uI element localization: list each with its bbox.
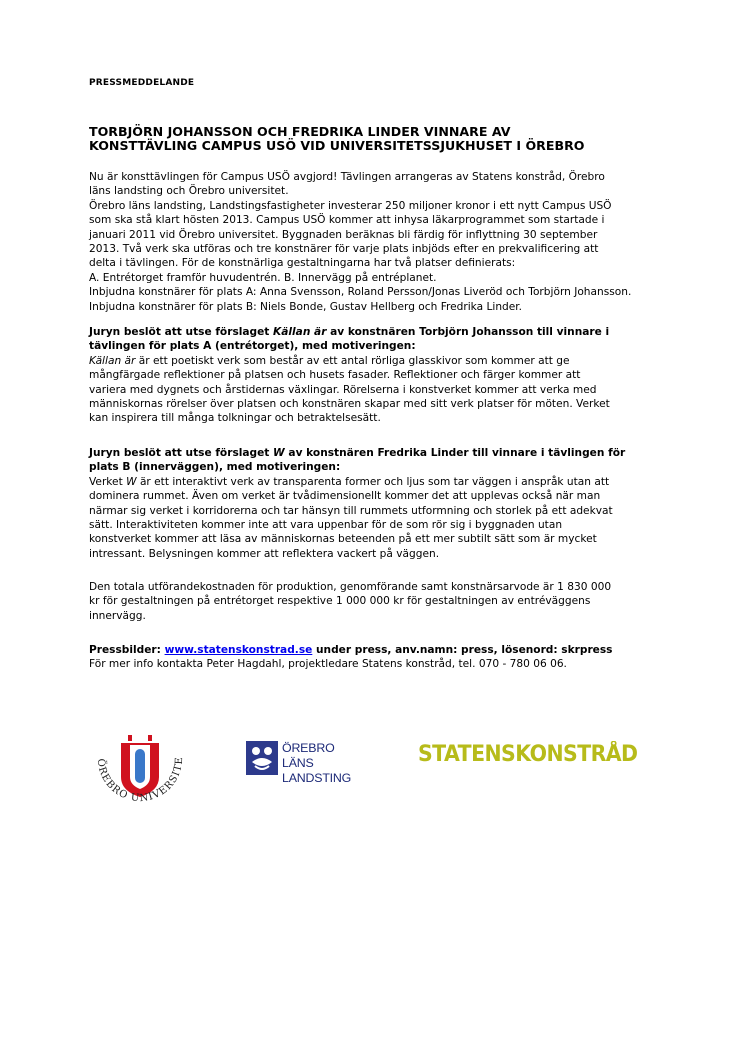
press-images-line xyxy=(89,643,689,657)
statens-konstrad-wordmark: STATENSKONSTRÅD xyxy=(418,742,638,767)
text-line: Inbjudna konstnärer för plats B: Niels Bonde, Gustav Hellberg och Fredrika Linder. xyxy=(89,300,523,313)
orebro-lans-landsting-logo xyxy=(246,741,366,785)
landsting-emblem-icon xyxy=(246,741,278,775)
page-title xyxy=(89,124,669,153)
text-line: Den totala utförandekostnaden för produktion, genomförande samt konstnärsarvode är 1 830 000 xyxy=(89,581,612,593)
logo-arc-text: ÖREBRO UNIVERSITE xyxy=(94,756,186,805)
press-suffix: under press, anv.namn: press, lösenord: skrpress xyxy=(312,644,613,656)
heading-text: av konstnären Fredrika Linder till vinnare i tävlingen för xyxy=(284,447,626,459)
heading-text: Juryn beslöt att utse förslaget xyxy=(89,447,274,459)
section-b-heading-line2: plats B (innerväggen), med motiveringen: xyxy=(89,461,341,474)
body-text: är ett poetiskt verk som består av ett antal rörliga glasskivor som kommer att ge xyxy=(135,354,570,367)
text-line: variera med dygnets och årstidernas växlingar. Rörelserna i konstverket kommer att verka med xyxy=(89,383,597,396)
text-line: sätt. Interaktiviteten kommer inte att vara uppenbar för de som rör sig i byggnaden utan xyxy=(89,518,563,531)
text-line: Inbjudna konstnärer för plats A: Anna Svensson, Roland Persson/Jonas Liveröd och Torbjörn Johansson. xyxy=(89,286,632,299)
orebro-universitet-logo xyxy=(84,733,196,825)
section-b-heading xyxy=(89,446,689,460)
intro-paragraph xyxy=(89,170,689,314)
text-line: mångfärgade reflektioner på platsen och husets fasader. Reflektioner och färger kommer att xyxy=(89,369,581,382)
body-text: är ett interaktivt verk av transparenta former och ljus som tar väggen i anspråk utan att xyxy=(136,475,610,488)
contact-line: För mer info kontakta Peter Hagdahl, projektledare Statens konstråd, tel. 070 - 780 06 06. xyxy=(89,658,567,671)
work-title: W xyxy=(273,447,285,459)
text-line: intressant. Belysningen kommer att reflektera vackert på väggen. xyxy=(89,547,440,560)
section-a-heading-line2: tävlingen för plats A (entrétorget), med motiveringen: xyxy=(89,340,416,353)
section-a-heading xyxy=(89,325,689,339)
text-line: 2013. Två verk ska utföras och tre konstnärer för varje plats inbjöds efter en prekvalificering att xyxy=(89,242,599,255)
text-line: A. Entrétorget framför huvudentrén. B. Innervägg på entréplanet. xyxy=(89,271,437,284)
text-line: Nu är konsttävlingen för Campus USÖ avgjord! Tävlingen arrangeras av Statens konstråd, Örebro xyxy=(89,171,605,183)
work-title: Källan är xyxy=(273,326,327,338)
university-seal-icon xyxy=(84,733,196,825)
text-line: januari 2011 vid Örebro universitet. Byggnaden beräknas bli färdig för inflyttning 30 september xyxy=(89,228,598,241)
press-prefix: Pressbilder: xyxy=(89,644,165,656)
press-link[interactable]: www.statenskonstrad.se xyxy=(164,644,313,656)
text-line: kr för gestaltningen på entrétorget respektive 1 000 000 kr för gestaltningen av entréväggens xyxy=(89,595,591,608)
text-line: dominera rummet. Även om verket är tvådimensionellt kommer det att upplevas också när man xyxy=(89,490,601,503)
text-line: närmar sig verket i korridorerna och tar hänsyn till rummets utformning och storlek på ett adekvat xyxy=(89,504,613,517)
text-line: som ska stå klart hösten 2013. Campus USÖ kommer att inhysa läkarprogrammet som startade i xyxy=(89,214,605,227)
text-line xyxy=(89,354,689,368)
text-line: delta i tävlingen. För de konstnärliga gestaltningarna har två platser definierats: xyxy=(89,257,516,270)
body-text: Verket xyxy=(89,475,127,488)
text-line: människornas rörelser över platsen och konstnären skapar med sitt verk platser för möten. Verket xyxy=(89,397,610,410)
landsting-name xyxy=(282,741,366,786)
title-line: KONSTTÄVLING CAMPUS USÖ VID UNIVERSITETSSJUKHUSET I ÖREBRO xyxy=(89,138,585,154)
heading-text: Juryn beslöt att utse förslaget xyxy=(89,326,274,338)
title-line: TORBJÖRN JOHANSSON OCH FREDRIKA LINDER VINNARE AV xyxy=(89,124,511,139)
statens-konstrad-logo xyxy=(418,741,658,775)
text-line: läns landsting och Örebro universitet. xyxy=(89,185,289,198)
text-line: kan inspirera till många tolkningar och betraktelsesätt. xyxy=(89,412,381,425)
costs-paragraph xyxy=(89,580,689,623)
press-info xyxy=(89,643,689,672)
text-line xyxy=(89,475,689,489)
text-line: innervägg. xyxy=(89,609,146,622)
section-b xyxy=(89,446,689,561)
heading-text: av konstnären Torbjörn Johansson till vinnare i xyxy=(326,326,610,338)
work-title: Källan är xyxy=(89,354,136,367)
text-line: Örebro läns landsting, Landstingsfastigheter investerar 250 miljoner kronor i ett nytt Campus USÖ xyxy=(89,199,612,212)
landsting-line1: ÖREBRO LÄNS xyxy=(282,741,335,770)
document-label: PRESSMEDDELANDE xyxy=(89,78,195,88)
section-a xyxy=(89,325,689,426)
work-title: W xyxy=(126,475,137,488)
landsting-line2: LANDSTING xyxy=(282,771,352,785)
text-line: konstverket kommer att läsa av människornas beteenden på ett mer subtilt sätt som är mycket xyxy=(89,533,597,546)
